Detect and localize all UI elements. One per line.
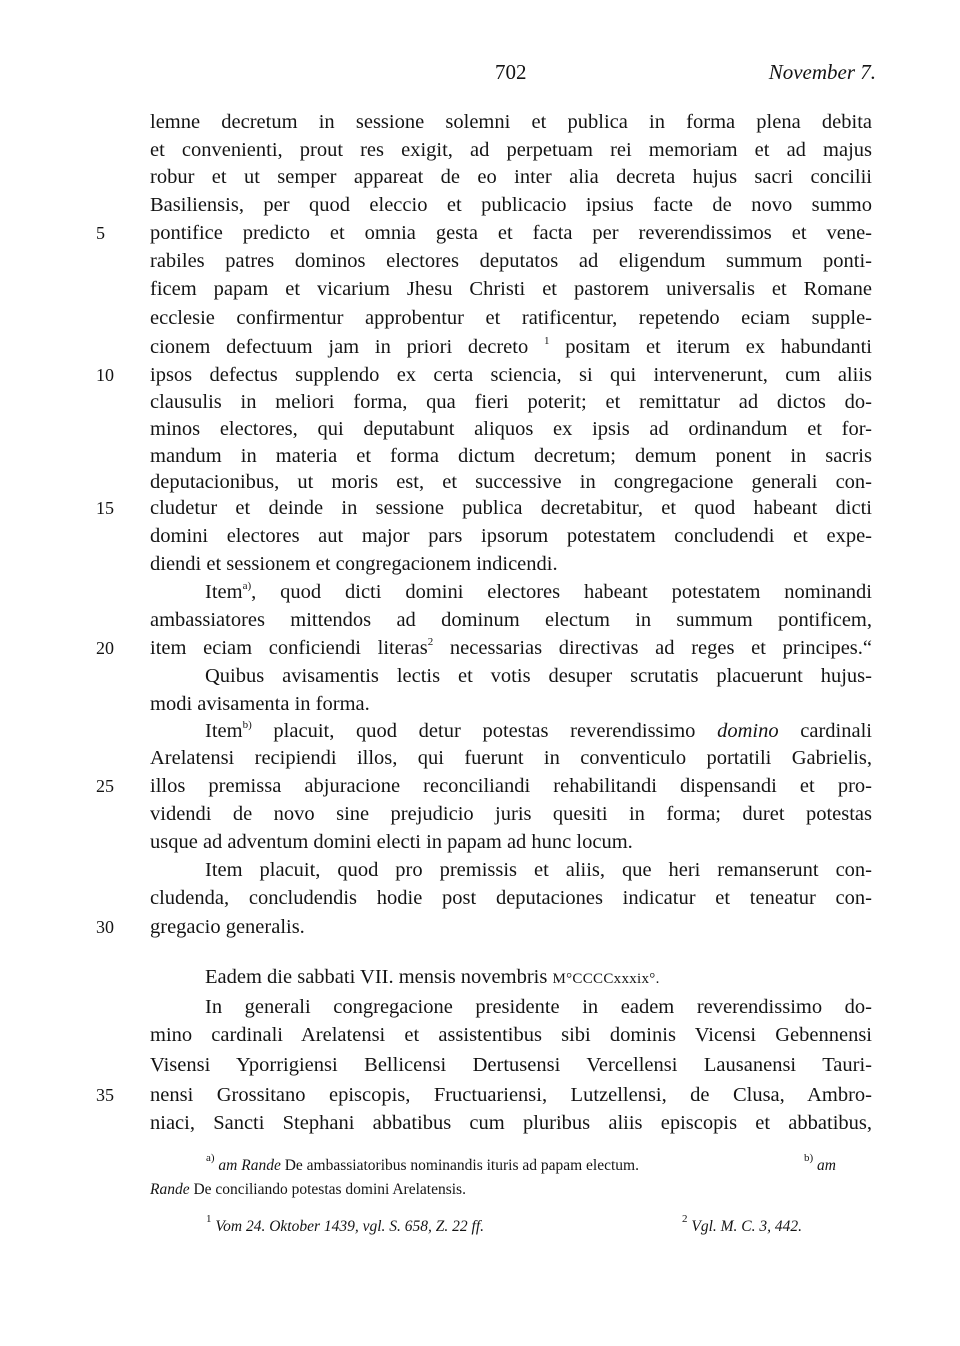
line-number-5: 5 <box>96 223 105 243</box>
critical-marker-b: b) <box>242 719 252 731</box>
text-segment: Item <box>205 720 243 742</box>
text-line-18 <box>150 578 872 606</box>
margin-reference: am <box>817 1157 836 1174</box>
text-line-23 <box>150 717 872 745</box>
text-line-17: diendi et sessionem et congregacionem indicendi. <box>150 553 558 575</box>
critical-note-label: b) <box>804 1152 814 1164</box>
footnote-label: 1 <box>206 1213 212 1225</box>
line-number-30: 30 <box>96 917 114 937</box>
running-head: November 7. <box>768 60 876 84</box>
text-line-34: Visensi Yporrigiensi Bellicensi Dertusensi Vercellensi Lausanensi Tauri- <box>150 1054 872 1076</box>
text-line-25: illos premissa abjuracione reconciliandi rehabilitandi dispensandi et pro- <box>150 775 872 797</box>
text-line-27: usque ad adventum domini electi in papam ad hunc locum. <box>150 831 633 853</box>
text-line-12: minos electores, qui deputabunt aliquos ex ipsis ad ordinandum et for- <box>150 418 872 440</box>
text-line-20 <box>150 634 872 662</box>
footnote-text: Vom 24. Oktober 1439, vgl. S. 658, Z. 22 ff. <box>215 1218 485 1235</box>
text-segment: necessarias directivas ad reges et principes.“ <box>449 637 872 659</box>
text-line-15: cludetur et deinde in sessione publica decretabitur, et quod habeant dicti <box>150 497 872 519</box>
text-line-10: ipsos defectus supplendo ex certa sciencia, si qui intervenerunt, cum aliis <box>150 364 872 386</box>
text-line-21: Quibus avisamentis lectis et votis desuper scrutatis placuerunt hujus- <box>205 665 872 687</box>
text-line-32: In generali congregacione presidente in eadem reverendissimo do- <box>205 996 872 1018</box>
text-segment: M°CCCCxxxix°. <box>552 971 660 987</box>
text-line-36: niaci, Sancti Stephani abbatibus cum pluribus aliis episcopis et abbatibus, <box>150 1112 872 1134</box>
text-segment: positam et iterum ex habundanti <box>565 336 872 358</box>
text-line-3: robur et ut semper appareat de eo inter alia decreta hujus sacri concilii <box>150 166 872 188</box>
text-line-14: deputacionibus, ut moris est, et successive in congregacione generali con- <box>150 471 872 493</box>
text-segment: domino <box>717 720 779 742</box>
text-line-35: nensi Grossitano episcopis, Fructuariensi, Lutzellensi, de Clusa, Ambro- <box>150 1084 872 1106</box>
margin-reference: Rande <box>150 1181 190 1198</box>
text-line-4: Basiliensis, per quod eleccio et publicacio ipsius facte de novo summo <box>150 194 872 216</box>
text-line-26: videndi de novo sine prejudicio juris quesiti in forma; duret potestas <box>150 803 872 825</box>
critical-note-b-end <box>150 1179 466 1201</box>
text-line-11: clausulis in meliori forma, qua fieri poterit; et remittatur ad dictos do- <box>150 391 872 413</box>
text-line-24: Arelatensi recipiendi illos, qui fuerunt in conventiculo portatili Gabrielis, <box>150 747 872 769</box>
footnote-marker-1: 1 <box>544 335 550 347</box>
text-line-22: modi avisamenta in forma. <box>150 693 370 715</box>
critical-note-text: De ambassiatoribus nominandis ituris ad papam electum. <box>284 1157 639 1174</box>
text-line-31 <box>150 963 872 991</box>
text-line-6: rabiles patres dominos electores deputatos ad eligendum summum ponti- <box>150 250 872 272</box>
page-header <box>150 60 876 90</box>
text-line-1: lemne decretum in sessione solemni et publica in forma plena debita <box>150 111 872 133</box>
text-segment: Eadem die sabbati VII. mensis novembris <box>205 966 548 988</box>
text-segment: , quod dicti domini electores habeant potestatem nominandi <box>251 581 872 603</box>
margin-reference: am Rande <box>218 1157 281 1174</box>
text-line-19: ambassiatores mittendos ad dominum electum in summum pontificem, <box>150 609 872 631</box>
footnote-text: Vgl. M. C. 3, 442. <box>691 1218 803 1235</box>
text-line-8: ecclesie confirmentur approbentur et ratificentur, repetendo eciam supple- <box>150 307 872 329</box>
text-line-28: Item placuit, quod pro premissis et aliis, que heri remanserunt con- <box>205 859 872 881</box>
text-segment: Item <box>205 581 243 603</box>
line-number-20: 20 <box>96 638 114 658</box>
text-line-16: domini electores aut major pars ipsorum potestatem concludendi et expe- <box>150 525 872 547</box>
footnote-1 <box>206 1213 485 1238</box>
text-line-9 <box>150 333 872 361</box>
line-number-25: 25 <box>96 776 114 796</box>
text-segment: placuit, quod detur potestas reverendissimo <box>273 720 696 742</box>
text-segment: cionem defectuum jam in priori decreto <box>150 336 529 358</box>
text-line-5: pontifice predicto et omnia gesta et facta per reverendissimos et vene- <box>150 222 872 244</box>
text-segment: item eciam conficiendi literas <box>150 637 428 659</box>
text-line-30: gregacio generalis. <box>150 916 305 938</box>
text-line-13: mandum in materia et forma dictum decretum; demum ponent in sacris <box>150 445 872 467</box>
line-number-15: 15 <box>96 498 114 518</box>
page-number: 702 <box>495 60 527 84</box>
text-line-2: et convenienti, prout res exigit, ad perpetuam rei memoriam et ad majus <box>150 139 872 161</box>
text-segment: cardinali <box>800 720 872 742</box>
text-line-7: ficem papam et vicarium Jhesu Christi et pastorem universalis et Romane <box>150 278 872 300</box>
critical-note-text: De conciliando potestas domini Arelatensis. <box>193 1181 466 1198</box>
critical-note-label: a) <box>206 1152 215 1164</box>
text-line-29: cludenda, concludendis hodie post deputaciones indicatur et teneatur con- <box>150 887 872 909</box>
critical-marker-a: a) <box>242 580 252 592</box>
line-number-35: 35 <box>96 1085 114 1105</box>
critical-note-a <box>206 1152 639 1177</box>
footnote-label: 2 <box>682 1213 688 1225</box>
text-line-33: mino cardinali Arelatensi et assistentibus sibi dominis Vicensi Gebennensi <box>150 1024 872 1046</box>
footnote-marker-2: 2 <box>427 636 434 648</box>
footnote-2 <box>682 1213 803 1238</box>
line-number-10: 10 <box>96 365 114 385</box>
critical-note-b-start <box>804 1152 836 1177</box>
